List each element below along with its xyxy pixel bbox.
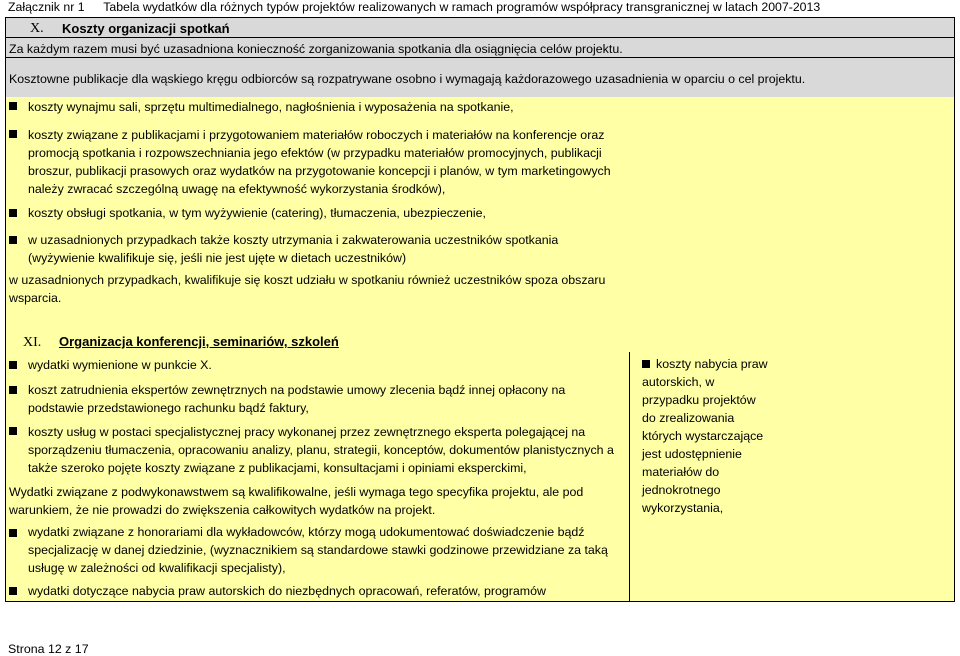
section-number: XI. bbox=[23, 335, 42, 350]
section-xi-note: Wydatki związane z podwykonawstwem są kwalifikowalne, jeśli wymaga tego specyfika projektu, ale pod warunkiem, że nie prowadzi do zwiększenia całkowitych wydatków na projekt. bbox=[9, 485, 584, 517]
bullet-icon bbox=[9, 236, 17, 244]
list-item: wydatki wymienione w punkcie X. bbox=[28, 358, 212, 372]
section-x-heading bbox=[6, 18, 954, 38]
list-item: koszty obsługi spotkania, w tym wyżywienie (catering), tłumaczenia, ubezpieczenie, bbox=[28, 206, 486, 220]
bullet-icon bbox=[9, 102, 17, 110]
list-item: koszty związane z publikacjami i przygotowaniem materiałów roboczych i materiałów na konferencje oraz promocją spotkania i rozpowszechniania jego efektów (w przypadku materiałów promocyjnych, publikacji broszur, publikacji prasowych oraz wydatków na przygotowanie koncepcji i planów, w tym marketingowych należy zwracać szczególną uwagę na efektywność wykorzystania środków), bbox=[28, 128, 611, 196]
main-content bbox=[6, 97, 954, 601]
side-note bbox=[642, 355, 772, 517]
section-x-condition-row bbox=[6, 38, 954, 58]
section-title: Koszty organizacji spotkań bbox=[62, 21, 230, 36]
bullet-icon bbox=[9, 386, 17, 394]
section-number: X. bbox=[30, 21, 44, 36]
bullet-icon bbox=[9, 587, 17, 595]
list-item: w uzasadnionych przypadkach także koszty utrzymania i zakwaterowania uczestników spotkania (wyżywienie kwalifikuje się, jeśli nie jest ujęte w dietach uczestników) bbox=[28, 233, 559, 265]
page-number: Strona 12 z 17 bbox=[8, 642, 89, 656]
bullet-icon bbox=[9, 361, 17, 369]
document-header bbox=[8, 0, 953, 14]
condition-text: Za każdym razem musi być uzasadniona konieczność zorganizowania spotkania dla osiągnięcia celów projektu. bbox=[9, 42, 623, 56]
column-divider bbox=[629, 352, 630, 601]
bullet-icon bbox=[9, 209, 17, 217]
side-note-text: koszty nabycia praw autorskich, w przypadku projektów do zrealizowania których wystarczające jest udostępnienie materiałów do jednokrotnego wykorzystania, bbox=[642, 357, 768, 515]
expenditure-table bbox=[5, 17, 955, 602]
bullet-icon bbox=[9, 529, 17, 537]
list-item: koszt zatrudnienia ekspertów zewnętrznych na podstawie umowy zlecenia bądź innej opłacony na podstawie przedstawionego rachunku bądź faktury, bbox=[28, 383, 566, 415]
table-title: Tabela wydatków dla różnych typów projektów realizowanych w ramach programów współpracy transgranicznej w latach 2007-2013 bbox=[103, 0, 821, 14]
list-item: wydatki związane z honorariami dla wykładowców, którzy mogą udokumentować doświadczenie bądź specjalizację w danej dziedzinie, (wyznacznikiem są standardowe stawki godzinowe przewidziane za taką usługę w zależności od kwalifikacji specjalisty), bbox=[28, 525, 608, 575]
list-item: koszty usług w postaci specjalistycznej pracy wykonanej przez zewnętrznego eksperta polegającej na sporządzeniu tłumaczenia, opracowaniu analizy, planu, strategii, konceptów, dokumentów planistycznych a także szeroko pojęte koszty związane z publikacjami, konsultacjami i opiniami eksperckimi, bbox=[28, 425, 614, 475]
section-xi-heading bbox=[9, 333, 349, 353]
section-x-publication-row bbox=[6, 58, 954, 97]
attachment-label: Załącznik nr 1 bbox=[8, 0, 85, 14]
publication-text: Kosztowne publikacje dla wąskiego kręgu odbiorców są rozpatrywane osobno i wymagają każdorazowego uzasadnienia w oparciu o cel projektu. bbox=[9, 72, 806, 86]
list-item: wydatki dotyczące nabycia praw autorskich do niezbędnych opracowań, referatów, programów bbox=[28, 584, 546, 598]
section-x-note: w uzasadnionych przypadkach, kwalifikuje się koszt udziału w spotkaniu również uczestników spoza obszaru wsparcia. bbox=[9, 273, 606, 305]
bullet-icon bbox=[9, 427, 17, 435]
bullet-icon bbox=[9, 130, 17, 138]
bullet-icon bbox=[642, 360, 650, 368]
section-title: Organizacja konferencji, seminariów, szkoleń bbox=[59, 334, 339, 349]
list-item: koszty wynajmu sali, sprzętu multimedialnego, nagłośnienia i wyposażenia na spotkanie, bbox=[28, 100, 514, 114]
